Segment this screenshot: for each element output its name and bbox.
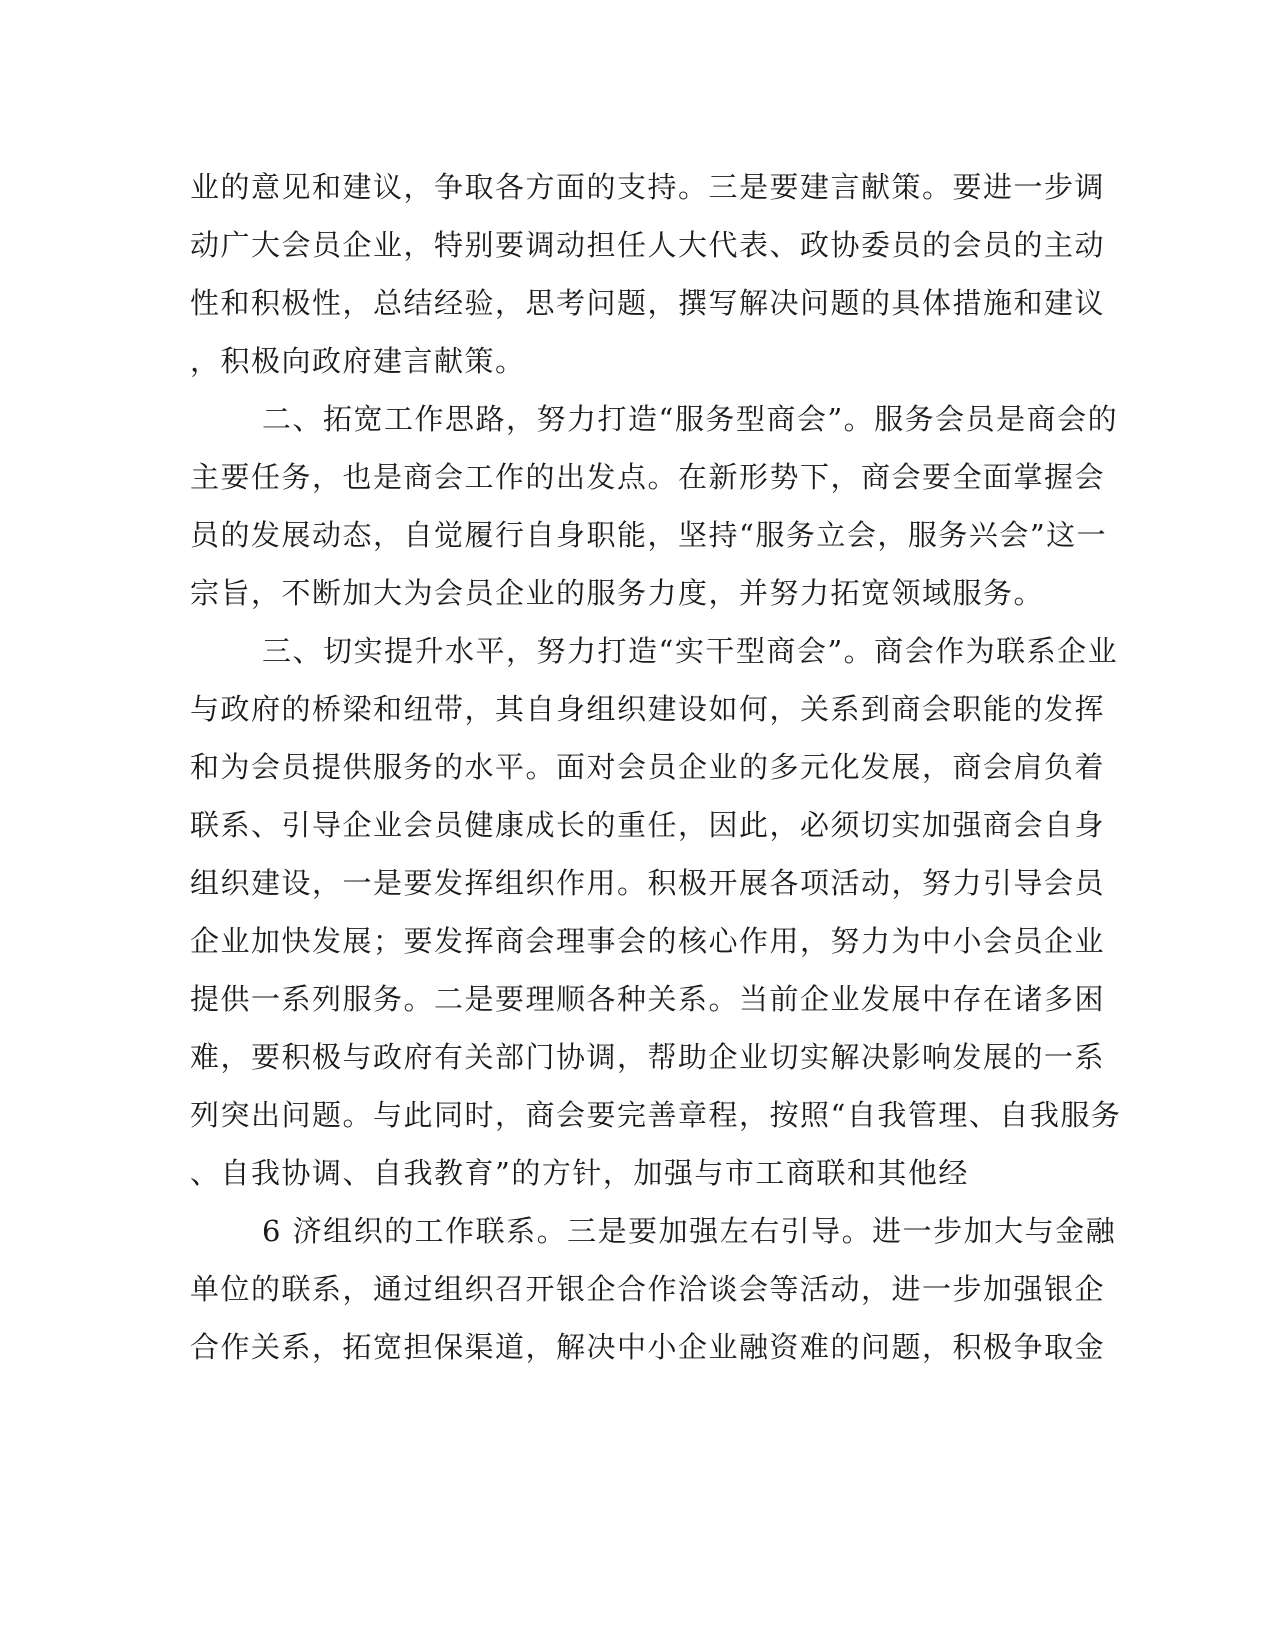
text-line: 联系、引导企业会员健康成长的重任，因此，必须切实加强商会自身 bbox=[190, 808, 1106, 842]
text-line: 6 济组织的工作联系。三是要加强左右引导。进一步加大与金融 bbox=[262, 1214, 1117, 1248]
text-line: 业的意见和建议，争取各方面的支持。三是要建言献策。要进一步调 bbox=[190, 170, 1106, 204]
text-line: 员的发展动态，自觉履行自身职能，坚持“服务立会，服务兴会”这一 bbox=[190, 518, 1108, 552]
text-line: ，积极向政府建言献策。 bbox=[190, 344, 526, 378]
text-line: 和为会员提供服务的水平。面对会员企业的多元化发展，商会肩负着 bbox=[190, 750, 1106, 784]
text-line: 合作关系，拓宽担保渠道，解决中小企业融资难的问题，积极争取金 bbox=[190, 1330, 1106, 1364]
text-line: 、自我协调、自我教育”的方针，加强与市工商联和其他经 bbox=[190, 1156, 969, 1190]
text-line: 企业加快发展；要发挥商会理事会的核心作用，努力为中小会员企业 bbox=[190, 924, 1106, 958]
text-line: 三、切实提升水平，努力打造“实干型商会”。商会作为联系企业 bbox=[262, 634, 1119, 668]
text-line: 单位的联系，通过组织召开银企合作洽谈会等活动，进一步加强银企 bbox=[190, 1272, 1106, 1306]
text-line: 提供一系列服务。二是要理顺各种关系。当前企业发展中存在诸多困 bbox=[190, 982, 1106, 1016]
text-line: 主要任务，也是商会工作的出发点。在新形势下，商会要全面掌握会 bbox=[190, 460, 1106, 494]
text-line: 列突出问题。与此同时，商会要完善章程，按照“自我管理、自我服务 bbox=[190, 1098, 1122, 1132]
body-text bbox=[190, 158, 1122, 1376]
text-line: 二、拓宽工作思路，努力打造“服务型商会”。服务会员是商会的 bbox=[262, 402, 1119, 436]
text-line: 组织建设，一是要发挥组织作用。积极开展各项活动，努力引导会员 bbox=[190, 866, 1106, 900]
text-line: 宗旨，不断加大为会员企业的服务力度，并努力拓宽领域服务。 bbox=[190, 576, 1045, 610]
text-line: 性和积极性，总结经验，思考问题，撰写解决问题的具体措施和建议 bbox=[190, 286, 1106, 320]
text-line: 与政府的桥梁和纽带，其自身组织建设如何，关系到商会职能的发挥 bbox=[190, 692, 1106, 726]
text-line: 难，要积极与政府有关部门协调，帮助企业切实解决影响发展的一系 bbox=[190, 1040, 1106, 1074]
text-line: 动广大会员企业，特别要调动担任人大代表、政协委员的会员的主动 bbox=[190, 228, 1106, 262]
